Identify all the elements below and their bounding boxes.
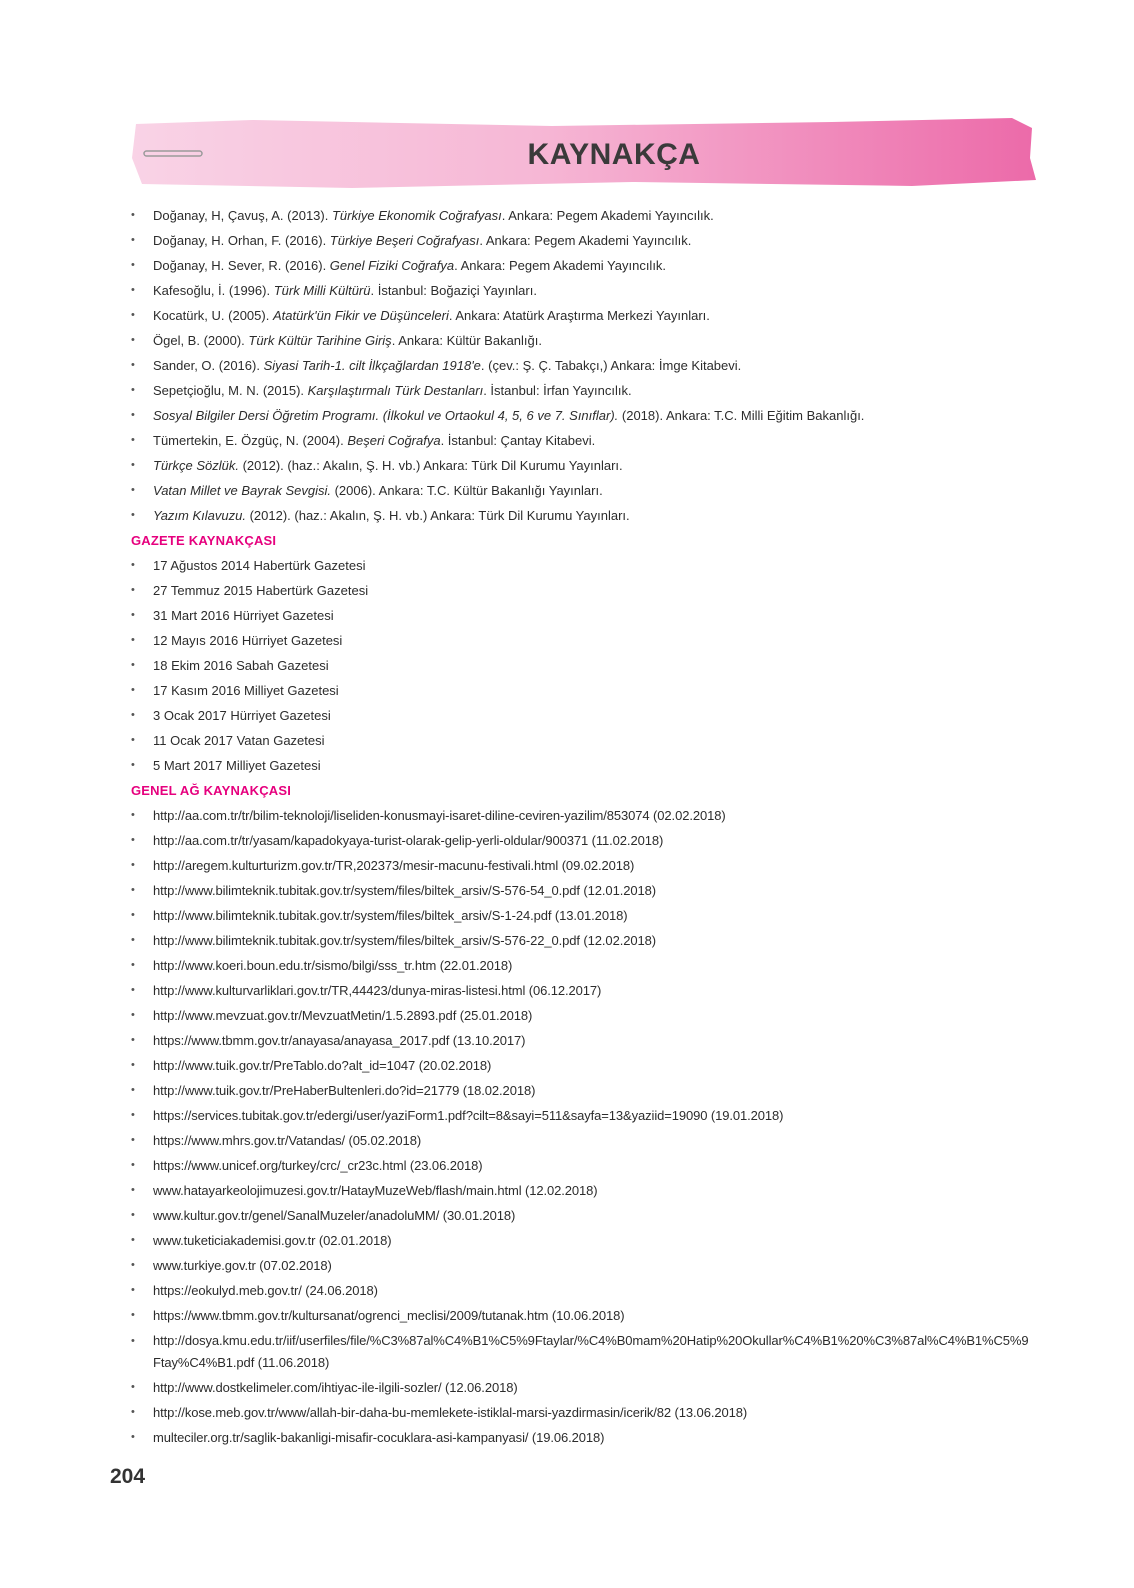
- web-reference-item[interactable]: • http://aa.com.tr/tr/yasam/kapadokyaya-turist-olarak-gelip-yerli-oldular/900371 (11.02.2018): [131, 828, 1031, 853]
- book-reference-item: [131, 453, 1031, 478]
- web-reference-item[interactable]: • http://kose.meb.gov.tr/www/allah-bir-daha-bu-memlekete-istiklal-marsi-yazdirmasin/icerik/82 (13.06.2018): [131, 1400, 1031, 1425]
- reference-publisher: . Ankara: Pegem Akademi Yayıncılık.: [501, 208, 714, 223]
- web-reference-item[interactable]: • https://www.mhrs.gov.tr/Vatandas/ (05.02.2018): [131, 1128, 1031, 1153]
- newspaper-reference-item: • 5 Mart 2017 Milliyet Gazetesi: [131, 753, 1031, 778]
- web-reference-item[interactable]: • www.tuketiciakademisi.gov.tr (02.01.2018): [131, 1228, 1031, 1253]
- web-reference-item[interactable]: • http://dosya.kmu.edu.tr/iif/userfiles/file/%C3%87al%C4%B1%C5%9Ftaylar/%C4%B0mam%20Hatip%20Okullar%C4%B1%20%C3%87al%C4%B1%C5%9Ftay%C4%B1.pdf (11.06.2018): [131, 1328, 1031, 1375]
- book-reference-item: [131, 203, 1031, 228]
- reference-publisher: . Ankara: Kültür Bakanlığı.: [391, 333, 542, 348]
- web-reference-item[interactable]: • http://www.bilimteknik.tubitak.gov.tr/system/files/biltek_arsiv/S-576-54_0.pdf (12.01.2018): [131, 878, 1031, 903]
- book-references: [131, 203, 1031, 528]
- newspaper-reference-item: • 12 Mayıs 2016 Hürriyet Gazetesi: [131, 628, 1031, 653]
- web-reference-item[interactable]: • www.hatayarkeolojimuzesi.gov.tr/HatayMuzeWeb/flash/main.html (12.02.2018): [131, 1178, 1031, 1203]
- web-reference-item[interactable]: • http://www.dostkelimeler.com/ihtiyac-ile-ilgili-sozler/ (12.06.2018): [131, 1375, 1031, 1400]
- reference-publisher: . İstanbul: Boğaziçi Yayınları.: [370, 283, 537, 298]
- web-reference-item[interactable]: • www.kultur.gov.tr/genel/SanalMuzeler/anadoluMM/ (30.01.2018): [131, 1203, 1031, 1228]
- reference-publisher: . (çev.: Ş. Ç. Tabakçı,) Ankara: İmge Kitabevi.: [480, 358, 742, 373]
- reference-publisher: (2018). Ankara: T.C. Milli Eğitim Bakanlığı.: [618, 408, 865, 423]
- reference-title: Beşeri Coğrafya: [347, 433, 441, 448]
- book-reference-item: [131, 303, 1031, 328]
- reference-title: Türkiye Ekonomik Coğrafyası: [331, 208, 502, 223]
- reference-author-year: Kocatürk, U. (2005).: [153, 308, 273, 323]
- reference-title: Siyasi Tarih-1. cilt İlkçağlardan 1918'e: [263, 358, 481, 373]
- reference-publisher: (2012). (haz.: Akalın, Ş. H. vb.) Ankara: Türk Dil Kurumu Yayınları.: [238, 458, 623, 473]
- reference-publisher: . İstanbul: Çantay Kitabevi.: [440, 433, 596, 448]
- reference-author-year: Doğanay, H. Sever, R. (2016).: [153, 258, 330, 273]
- reference-author-year: Ögel, B. (2000).: [153, 333, 249, 348]
- book-reference-item: [131, 378, 1031, 403]
- book-reference-item: [131, 278, 1031, 303]
- references-content: [131, 203, 1031, 1450]
- newspaper-reference-item: • 27 Temmuz 2015 Habertürk Gazetesi: [131, 578, 1031, 603]
- book-reference-item: [131, 478, 1031, 503]
- web-reference-item[interactable]: • http://www.bilimteknik.tubitak.gov.tr/system/files/biltek_arsiv/S-576-22_0.pdf (12.02.2018): [131, 928, 1031, 953]
- reference-publisher: . İstanbul: İrfan Yayıncılık.: [483, 383, 632, 398]
- reference-publisher: . Ankara: Pegem Akademi Yayıncılık.: [479, 233, 692, 248]
- web-reference-item[interactable]: • https://www.unicef.org/turkey/crc/_cr23c.html (23.06.2018): [131, 1153, 1031, 1178]
- book-reference-item: [131, 328, 1031, 353]
- web-reference-item[interactable]: • http://www.mevzuat.gov.tr/MevzuatMetin/1.5.2893.pdf (25.01.2018): [131, 1003, 1031, 1028]
- web-reference-item[interactable]: • http://www.tuik.gov.tr/PreHaberBultenleri.do?id=21779 (18.02.2018): [131, 1078, 1031, 1103]
- reference-author-year: Sander, O. (2016).: [153, 358, 264, 373]
- web-reference-item[interactable]: • multeciler.org.tr/saglik-bakanligi-misafir-cocuklara-asi-kampanyasi/ (19.06.2018): [131, 1425, 1031, 1450]
- newspaper-reference-item: • 18 Ekim 2016 Sabah Gazetesi: [131, 653, 1031, 678]
- web-reference-item[interactable]: • http://www.bilimteknik.tubitak.gov.tr/system/files/biltek_arsiv/S-1-24.pdf (13.01.2018): [131, 903, 1031, 928]
- reference-title: Türk Kültür Tarihine Giriş: [248, 333, 392, 348]
- web-reference-item[interactable]: • http://aa.com.tr/tr/bilim-teknoloji/liseliden-konusmayi-isaret-diline-ceviren-yazilim/853074 (02.02.2018): [131, 803, 1031, 828]
- page-number: 204: [110, 1465, 146, 1488]
- newspaper-heading: GAZETE KAYNAKÇASI: [131, 533, 277, 548]
- reference-author-year: Doğanay, H. Orhan, F. (2016).: [153, 233, 330, 248]
- book-reference-item: [131, 503, 1031, 528]
- reference-title: Atatürk'ün Fikir ve Düşünceleri: [272, 308, 449, 323]
- reference-title: Genel Fiziki Coğrafya: [329, 258, 455, 273]
- newspaper-reference-item: • 31 Mart 2016 Hürriyet Gazetesi: [131, 603, 1031, 628]
- reference-title: Vatan Millet ve Bayrak Sevgisi.: [153, 483, 331, 498]
- reference-title: Türk Milli Kültürü: [273, 283, 371, 298]
- web-reference-item[interactable]: • https://www.tbmm.gov.tr/anayasa/anayasa_2017.pdf (13.10.2017): [131, 1028, 1031, 1053]
- title-banner: [132, 118, 1036, 190]
- web-reference-item[interactable]: • http://www.kulturvarliklari.gov.tr/TR,44423/dunya-miras-listesi.html (06.12.2017): [131, 978, 1031, 1003]
- web-reference-item[interactable]: • https://eokulyd.meb.gov.tr/ (24.06.2018): [131, 1278, 1031, 1303]
- newspaper-reference-item: • 17 Ağustos 2014 Habertürk Gazetesi: [131, 553, 1031, 578]
- page-title: KAYNAKÇA: [527, 138, 701, 171]
- reference-author-year: Tümertekin, E. Özgüç, N. (2004).: [153, 433, 348, 448]
- reference-title: Sosyal Bilgiler Dersi Öğretim Programı. (İlkokul ve Ortaokul 4, 5, 6 ve 7. Sınıflar).: [153, 408, 619, 423]
- book-reference-item: [131, 403, 1031, 428]
- web-reference-item[interactable]: • www.turkiye.gov.tr (07.02.2018): [131, 1253, 1031, 1278]
- newspaper-reference-item: • 3 Ocak 2017 Hürriyet Gazetesi: [131, 703, 1031, 728]
- reference-author-year: Sepetçioğlu, M. N. (2015).: [153, 383, 308, 398]
- book-reference-item: [131, 228, 1031, 253]
- web-reference-item[interactable]: • https://services.tubitak.gov.tr/edergi/user/yaziForm1.pdf?cilt=8&sayi=511&sayfa=13&yaziid=19090 (19.01.2018): [131, 1103, 1031, 1128]
- reference-publisher: . Ankara: Pegem Akademi Yayıncılık.: [454, 258, 667, 273]
- reference-title: Yazım Kılavuzu.: [153, 508, 246, 523]
- book-reference-item: [131, 428, 1031, 453]
- reference-title: Türkçe Sözlük.: [153, 458, 239, 473]
- web-reference-item[interactable]: • https://www.tbmm.gov.tr/kultursanat/ogrenci_meclisi/2009/tutanak.htm (10.06.2018): [131, 1303, 1031, 1328]
- reference-title: Türkiye Beşeri Coğrafyası: [329, 233, 480, 248]
- reference-publisher: . Ankara: Atatürk Araştırma Merkezi Yayınları.: [448, 308, 710, 323]
- web-reference-item[interactable]: • http://aregem.kulturturizm.gov.tr/TR,202373/mesir-macunu-festivali.html (09.02.2018): [131, 853, 1031, 878]
- reference-title: Karşılaştırmalı Türk Destanları: [307, 383, 484, 398]
- web-references: [131, 803, 1031, 1450]
- web-reference-item[interactable]: • http://www.koeri.boun.edu.tr/sismo/bilgi/sss_tr.htm (22.01.2018): [131, 953, 1031, 978]
- web-reference-item[interactable]: • http://www.tuik.gov.tr/PreTablo.do?alt_id=1047 (20.02.2018): [131, 1053, 1031, 1078]
- reference-publisher: (2012). (haz.: Akalın, Ş. H. vb.) Ankara: Türk Dil Kurumu Yayınları.: [245, 508, 630, 523]
- newspaper-references: [131, 553, 1031, 778]
- book-reference-item: [131, 253, 1031, 278]
- reference-author-year: Doğanay, H, Çavuş, A. (2013).: [153, 208, 332, 223]
- reference-author-year: Kafesoğlu, İ. (1996).: [153, 283, 274, 298]
- reference-publisher: (2006). Ankara: T.C. Kültür Bakanlığı Yayınları.: [330, 483, 603, 498]
- web-heading: GENEL AĞ KAYNAKÇASI: [131, 783, 292, 798]
- newspaper-reference-item: • 11 Ocak 2017 Vatan Gazetesi: [131, 728, 1031, 753]
- newspaper-reference-item: • 17 Kasım 2016 Milliyet Gazetesi: [131, 678, 1031, 703]
- book-reference-item: [131, 353, 1031, 378]
